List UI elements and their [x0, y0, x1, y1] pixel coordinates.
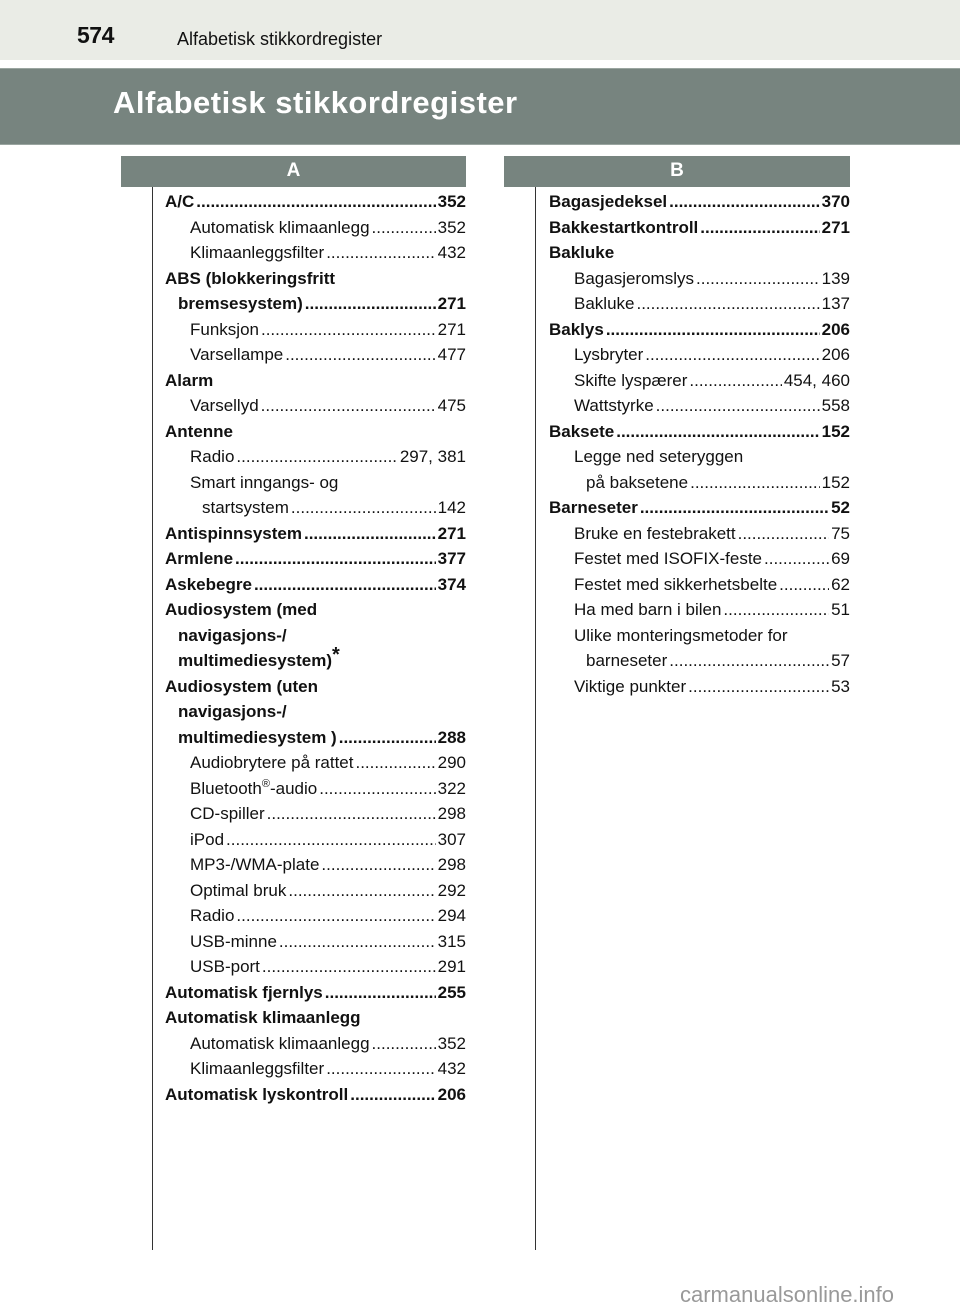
dot-leader	[291, 495, 436, 521]
index-entry	[165, 495, 466, 521]
index-entry	[165, 444, 466, 470]
entry-term	[549, 419, 614, 445]
dot-leader	[321, 852, 435, 878]
entry-text: Automatisk fjernlys	[165, 982, 323, 1002]
index-entry	[165, 393, 466, 419]
entry-text: startsystem	[202, 498, 289, 517]
index-entry	[165, 903, 466, 929]
entry-term	[549, 215, 698, 241]
entry-text: Ha med barn i bilen	[574, 600, 722, 619]
dot-leader	[372, 215, 436, 241]
index-entry	[549, 266, 850, 292]
index-entry	[165, 521, 466, 547]
dot-leader	[285, 342, 435, 368]
title-band	[0, 68, 960, 145]
dot-leader	[262, 954, 436, 980]
page-reference: 290	[437, 753, 466, 772]
dot-leader	[656, 393, 820, 419]
entry-text: CD-spiller	[190, 804, 265, 823]
page-reference: 52	[831, 498, 850, 517]
entry-term	[190, 470, 338, 496]
page-reference: 291	[437, 957, 466, 976]
page-reference: 477	[437, 345, 466, 364]
index-entry	[549, 189, 850, 215]
entry-text: Bagasjeromslys	[574, 268, 694, 288]
dot-leader	[319, 776, 435, 802]
entry-term	[574, 572, 777, 598]
index-entry	[165, 546, 466, 572]
index-entry	[165, 725, 466, 751]
dot-leader	[326, 240, 435, 266]
entry-text: Bagasjedeksel	[549, 192, 668, 211]
entry-term	[202, 495, 289, 521]
dot-leader	[696, 266, 820, 292]
page-reference: 432	[437, 243, 466, 262]
index-entry	[165, 266, 466, 292]
entry-term	[190, 903, 234, 929]
page-reference: 255	[437, 982, 466, 1002]
page-reference: 271	[437, 319, 466, 339]
entry-term	[165, 368, 213, 394]
page-title: Alfabetisk stikkordregister	[113, 85, 518, 120]
entry-term	[190, 954, 260, 980]
dot-leader	[325, 980, 436, 1006]
page-reference: 271	[437, 294, 466, 313]
entry-term	[190, 1056, 324, 1082]
section-header-a: A	[121, 156, 466, 187]
index-entry	[549, 317, 850, 343]
entry-text: Bakkestartkontroll	[549, 217, 699, 237]
entry-text: Automatisk klimaanlegg	[190, 1033, 370, 1053]
entry-term	[574, 342, 643, 368]
page-reference: 51	[831, 600, 850, 619]
index-entry	[549, 393, 850, 419]
page-reference: 206	[821, 345, 850, 364]
entry-text: Smart inngangs- og	[190, 472, 339, 492]
entry-term	[165, 521, 302, 547]
page-reference: 152	[821, 472, 850, 492]
entry-text: iPod	[190, 829, 225, 849]
index-entry	[165, 342, 466, 368]
page-reference: 139	[821, 268, 850, 288]
index-entry	[165, 801, 466, 827]
entry-term	[549, 495, 638, 521]
dot-leader	[261, 393, 436, 419]
dot-leader	[606, 317, 820, 343]
dot-leader	[279, 929, 436, 955]
page-reference: 315	[437, 931, 466, 951]
dot-leader	[326, 1056, 435, 1082]
entry-term	[190, 1031, 370, 1057]
entry-text: Wattstyrke	[574, 396, 654, 415]
page-reference: 475	[437, 396, 466, 415]
entry-term	[165, 597, 317, 623]
dot-leader	[669, 189, 819, 215]
entry-text: Radio	[190, 906, 235, 925]
entry-term	[190, 801, 265, 827]
page-reference: 374	[437, 574, 466, 594]
entry-text: Lysbryter	[574, 345, 644, 364]
page-reference: 298	[437, 855, 466, 874]
page-reference: 137	[821, 294, 850, 313]
entry-text: Armlene	[165, 549, 234, 568]
page-reference: 432	[437, 1059, 466, 1078]
dot-leader	[196, 189, 435, 215]
entry-term	[165, 674, 318, 700]
entry-text: Baksete	[549, 421, 615, 441]
entry-term	[190, 750, 353, 776]
dot-leader	[236, 444, 397, 470]
page-reference: 298	[437, 804, 466, 823]
entry-text: Bakluke	[549, 243, 615, 262]
entry-term	[574, 546, 762, 572]
index-entry	[549, 521, 850, 547]
page-reference: 206	[437, 1084, 466, 1104]
index-entry	[165, 878, 466, 904]
dot-leader	[779, 572, 829, 598]
dot-leader	[267, 801, 436, 827]
page-reference: 352	[437, 192, 466, 211]
entry-text: barneseter	[586, 651, 668, 670]
entry-text: Antispinnsystem	[165, 523, 302, 543]
entry-text: Festet med sikkerhetsbelte	[574, 574, 778, 594]
entry-text: Barneseter	[549, 498, 638, 517]
entry-term	[190, 444, 234, 470]
index-entry	[165, 291, 466, 317]
index-entry	[165, 240, 466, 266]
dot-leader	[636, 291, 819, 317]
index-entry	[549, 419, 850, 445]
page-reference: 142	[437, 498, 466, 517]
page-reference: 206	[821, 319, 850, 339]
entry-text: Ulike monteringsmetoder for	[574, 625, 788, 645]
page-reference: 62	[831, 574, 850, 594]
dot-leader	[288, 878, 435, 904]
index-entry	[549, 674, 850, 700]
index-entry	[549, 470, 850, 496]
index-entry	[165, 929, 466, 955]
entry-text: USB-minne	[190, 931, 277, 951]
dot-leader	[305, 291, 436, 317]
dot-leader	[689, 368, 781, 394]
page-reference: 307	[437, 829, 466, 849]
page-reference: 152	[821, 421, 850, 441]
page-reference: 69	[831, 549, 850, 568]
page-reference: 377	[437, 549, 466, 568]
index-entry	[165, 827, 466, 853]
entry-text: A/C	[165, 192, 195, 211]
page-reference: 75	[831, 523, 850, 543]
entry-term	[190, 215, 370, 241]
entry-text: Legge ned seteryggen	[574, 447, 744, 466]
entry-term	[549, 317, 604, 343]
dot-leader	[669, 648, 829, 674]
entry-text: Automatisk klimaanlegg	[165, 1008, 361, 1027]
index-entry	[549, 648, 850, 674]
index-entry	[165, 317, 466, 343]
dot-leader	[738, 521, 829, 547]
index-entry	[165, 1031, 466, 1057]
entry-term	[574, 266, 694, 292]
index-entry	[549, 215, 850, 241]
index-entry	[165, 189, 466, 215]
dot-leader	[236, 903, 435, 929]
index-entry	[549, 342, 850, 368]
entry-text: navigasjons-/	[178, 702, 287, 721]
entry-text: Optimal bruk	[190, 880, 287, 900]
running-title: Alfabetisk stikkordregister	[177, 29, 383, 49]
dot-leader	[616, 419, 819, 445]
entry-text: USB-port	[190, 957, 260, 976]
page-reference: 271	[437, 523, 466, 543]
column-divider	[152, 187, 153, 1250]
running-header	[0, 0, 960, 60]
dot-leader	[723, 597, 829, 623]
entry-term	[190, 878, 286, 904]
entry-text: Varsellampe	[190, 345, 284, 364]
entry-text: Automatisk klimaanlegg	[190, 217, 370, 237]
index-entry	[165, 980, 466, 1006]
index-entry	[549, 291, 850, 317]
index-entry	[165, 1005, 466, 1031]
entry-term	[165, 266, 335, 292]
entry-text: Audiobrytere på rattet	[190, 753, 354, 772]
page-reference: 558	[821, 396, 850, 415]
entry-text: Varsellyd	[190, 396, 259, 415]
index-column-b	[549, 189, 850, 699]
page-reference: 271	[821, 217, 850, 237]
dot-leader	[690, 470, 820, 496]
dot-leader	[700, 215, 819, 241]
entry-term	[190, 317, 259, 343]
index-entry	[165, 623, 466, 649]
page-reference: 53	[831, 676, 850, 696]
entry-term	[574, 368, 687, 394]
entry-term	[165, 1005, 361, 1031]
entry-text: Klimaanleggsfilter	[190, 1059, 325, 1078]
index-entry	[165, 852, 466, 878]
entry-text: Alarm	[165, 370, 214, 390]
index-entry	[165, 776, 466, 802]
dot-leader	[350, 1082, 435, 1108]
dot-leader	[226, 827, 436, 853]
page-reference: 292	[437, 880, 466, 900]
index-entry	[165, 597, 466, 623]
dot-leader	[261, 317, 436, 343]
entry-text: Festet med ISOFIX-feste	[574, 549, 763, 568]
dot-leader	[688, 674, 829, 700]
entry-term	[549, 189, 667, 215]
entry-term	[165, 572, 252, 598]
page-reference: 370	[821, 192, 850, 211]
entry-term	[178, 291, 303, 317]
page-number: 574	[77, 22, 114, 48]
section-header-b: B	[504, 156, 850, 187]
entry-term	[178, 725, 337, 751]
entry-term	[178, 644, 340, 674]
entry-term	[190, 393, 259, 419]
index-entry	[549, 597, 850, 623]
entry-term	[178, 623, 287, 649]
index-entry	[165, 1056, 466, 1082]
entry-text: bremsesystem)	[178, 294, 303, 313]
entry-text: Bluetooth	[190, 778, 262, 798]
dot-leader	[339, 725, 436, 751]
index-entry	[165, 1082, 466, 1108]
page-reference: 322	[437, 778, 466, 798]
index-entry	[165, 674, 466, 700]
entry-term	[190, 852, 319, 878]
entry-text: Skifte lyspærer	[574, 370, 688, 390]
entry-text: Klimaanleggsfilter	[190, 243, 325, 262]
entry-term	[165, 419, 233, 445]
entry-term	[574, 674, 686, 700]
index-entry	[549, 444, 850, 470]
page-reference: 352	[437, 217, 466, 237]
dot-leader	[304, 521, 436, 547]
entry-text: Audiosystem (med	[165, 600, 318, 619]
entry-text: Bakluke	[574, 294, 635, 313]
entry-text: Automatisk lyskontroll	[165, 1084, 349, 1104]
dot-leader	[355, 750, 435, 776]
entry-term	[586, 648, 667, 674]
index-entry	[549, 546, 850, 572]
entry-text: MP3-/WMA-plate	[190, 855, 320, 874]
index-entry	[165, 470, 466, 496]
entry-text: Bruke en festebrakett	[574, 523, 736, 543]
entry-text: Radio	[190, 447, 235, 466]
entry-term	[574, 521, 736, 547]
entry-text: multimediesystem )	[178, 727, 337, 747]
column-divider	[535, 187, 536, 1250]
dot-leader	[640, 495, 829, 521]
dot-leader	[764, 546, 829, 572]
index-entry	[549, 495, 850, 521]
page-reference: 288	[437, 727, 466, 747]
entry-term	[574, 623, 788, 649]
index-entry	[549, 623, 850, 649]
page-reference: 57	[831, 651, 850, 670]
entry-term	[574, 393, 654, 419]
entry-text: navigasjons-/	[178, 625, 287, 645]
entry-text: Funksjon	[190, 319, 259, 339]
entry-term	[190, 827, 224, 853]
entry-text: Viktige punkter	[574, 676, 687, 696]
dot-leader	[372, 1031, 436, 1057]
index-entry	[165, 954, 466, 980]
index-entry	[165, 572, 466, 598]
index-entry	[165, 699, 466, 725]
index-entry	[549, 368, 850, 394]
entry-term	[190, 342, 283, 368]
index-entry	[165, 215, 466, 241]
entry-text: Antenne	[165, 421, 233, 441]
page-reference: 454, 460	[783, 370, 850, 390]
superscript: *	[332, 644, 340, 666]
entry-term	[190, 929, 277, 955]
entry-text: Audiosystem (uten	[165, 676, 319, 696]
entry-term	[574, 444, 743, 470]
entry-text: Baklys	[549, 319, 604, 339]
entry-term	[574, 291, 634, 317]
dot-leader	[235, 546, 436, 572]
index-column-a	[165, 189, 466, 1107]
entry-text: Askebegre	[165, 574, 252, 594]
entry-term	[190, 776, 317, 802]
entry-term	[165, 1082, 348, 1108]
entry-term	[165, 546, 233, 572]
entry-term	[549, 240, 614, 266]
page-reference: 352	[437, 1033, 466, 1053]
entry-text: ABS (blokkeringsfritt	[165, 268, 336, 288]
page-reference: 294	[437, 906, 466, 925]
entry-term	[586, 470, 688, 496]
entry-term	[574, 597, 721, 623]
dot-leader	[645, 342, 819, 368]
index-entry	[549, 240, 850, 266]
page-reference: 297, 381	[399, 447, 466, 466]
index-entry	[549, 572, 850, 598]
entry-term	[190, 240, 324, 266]
dot-leader	[254, 572, 436, 598]
index-entry	[165, 419, 466, 445]
index-entry	[165, 644, 466, 674]
index-entry	[165, 750, 466, 776]
entry-text-suffix: -audio	[269, 778, 318, 798]
entry-term	[165, 980, 323, 1006]
entry-text: multimediesystem)	[178, 651, 332, 670]
index-entry	[165, 368, 466, 394]
entry-text: på baksetene	[586, 472, 689, 492]
entry-term	[165, 189, 194, 215]
superscript: ®	[261, 777, 270, 790]
watermark: carmanualsonline.info	[680, 1282, 895, 1307]
entry-term	[178, 699, 287, 725]
